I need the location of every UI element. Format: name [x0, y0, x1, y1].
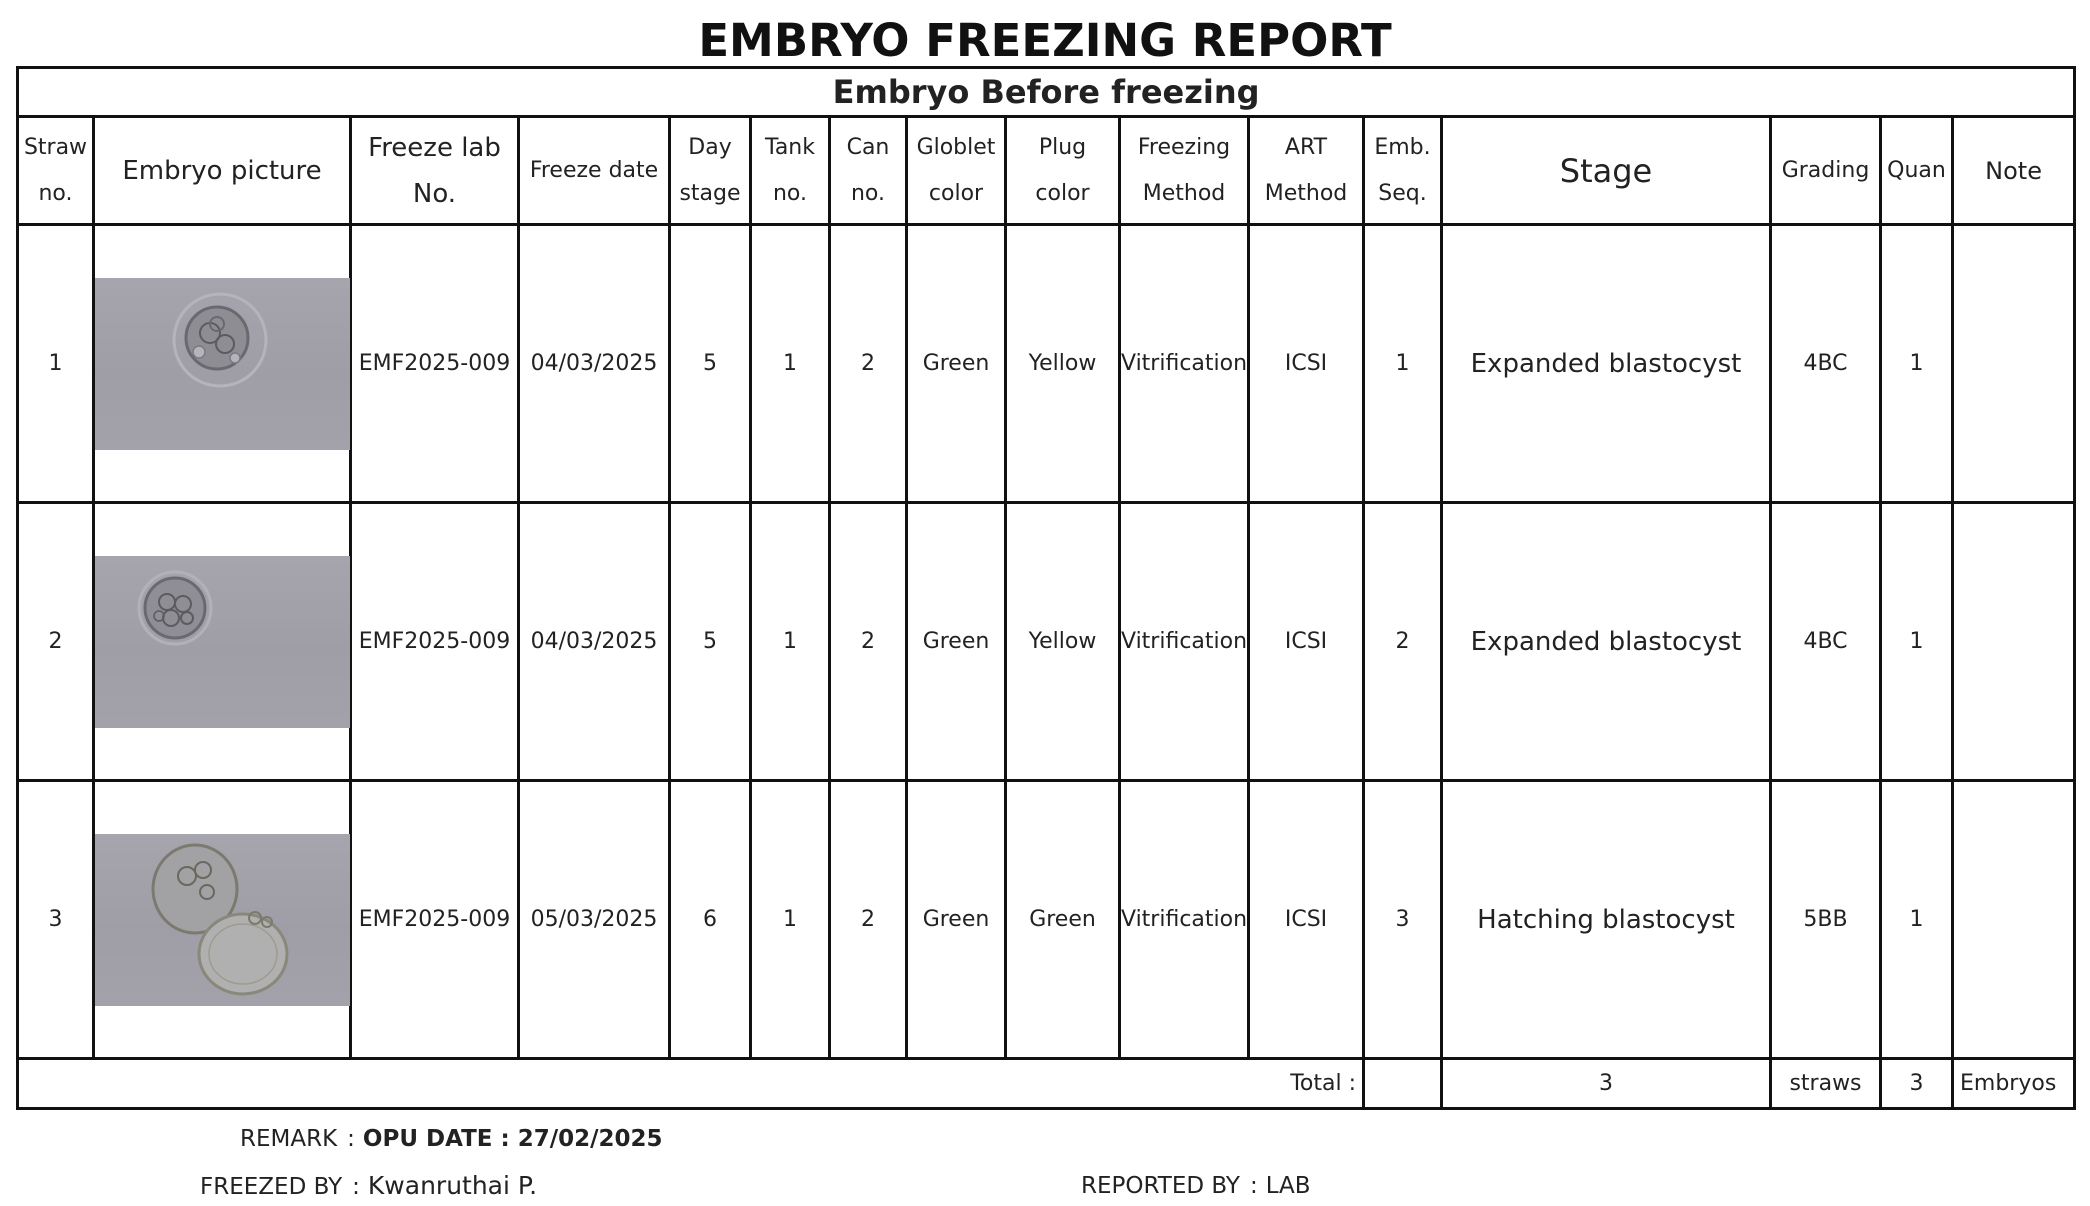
cell-emb-seq: 3: [1364, 781, 1442, 1059]
cell-straw-no: 2: [18, 503, 94, 781]
column-header-row: [18, 117, 2075, 225]
cell-art-method: ICSI: [1249, 503, 1364, 781]
cell-can-no: 2: [830, 781, 907, 1059]
cell-straw-no: 3: [18, 781, 94, 1059]
cell-stage: Hatching blastocyst: [1442, 781, 1771, 1059]
cell-embryo-picture: [94, 781, 351, 1059]
cell-freeze-date: 05/03/2025: [519, 781, 670, 1059]
reported-by-colon: :: [1249, 1173, 1258, 1199]
cell-plug-color: Yellow: [1006, 225, 1120, 503]
col-header-day-stage: Day stage: [670, 117, 751, 225]
cell-freeze-lab-no: EMF2025-009: [351, 781, 519, 1059]
cell-plug-color: Yellow: [1006, 503, 1120, 781]
col-header-embryo-picture: Embryo picture: [94, 117, 351, 225]
cell-globlet-color: Green: [907, 503, 1006, 781]
totals-straws-count: 3: [1442, 1059, 1771, 1109]
cell-day-stage: 6: [670, 781, 751, 1059]
col-header-grading: Grading: [1771, 117, 1881, 225]
remark-colon: :: [347, 1126, 355, 1152]
cell-tank-no: 1: [751, 225, 830, 503]
cell-grading: 4BC: [1771, 225, 1881, 503]
table-row: [18, 225, 2075, 503]
freezed-by-line: [200, 1171, 537, 1200]
cell-embryo-picture: [94, 225, 351, 503]
cell-emb-seq: 1: [1364, 225, 1442, 503]
col-header-note: Note: [1953, 117, 2075, 225]
col-header-art-method: ART Method: [1249, 117, 1364, 225]
totals-spacer: [1364, 1059, 1442, 1109]
cell-emb-seq: 2: [1364, 503, 1442, 781]
table-row: [18, 781, 2075, 1059]
totals-row: [18, 1059, 2075, 1109]
col-header-freezing-method: Freezing Method: [1120, 117, 1249, 225]
embryo-image: [95, 834, 350, 1006]
remark-line: [240, 1126, 663, 1152]
remark-value: OPU DATE : 27/02/2025: [362, 1126, 663, 1152]
cell-freeze-lab-no: EMF2025-009: [351, 503, 519, 781]
totals-embryos-label: Embryos: [1953, 1059, 2075, 1109]
col-header-quan: Quan: [1881, 117, 1953, 225]
totals-embryos-count: 3: [1881, 1059, 1953, 1109]
cell-note: [1953, 781, 2075, 1059]
reported-by-value: LAB: [1265, 1173, 1311, 1199]
col-header-plug-color: Plug color: [1006, 117, 1120, 225]
col-header-freeze-date: Freeze date: [519, 117, 670, 225]
cell-quan: 1: [1881, 503, 1953, 781]
remark-label: REMARK: [240, 1126, 338, 1152]
reported-by-label: REPORTED BY: [1081, 1173, 1240, 1199]
cell-freezing-method: Vitrification: [1120, 225, 1249, 503]
col-header-globlet-color: Globlet color: [907, 117, 1006, 225]
cell-stage: Expanded blastocyst: [1442, 503, 1771, 781]
freezed-by-label: FREEZED BY: [200, 1174, 343, 1200]
freezed-by-value: Kwanruthai P.: [367, 1171, 538, 1200]
cell-straw-no: 1: [18, 225, 94, 503]
cell-quan: 1: [1881, 781, 1953, 1059]
embryo-image: [95, 556, 350, 728]
cell-quan: 1: [1881, 225, 1953, 503]
cell-freezing-method: Vitrification: [1120, 781, 1249, 1059]
section-title: Embryo Before freezing: [18, 68, 2075, 117]
cell-globlet-color: Green: [907, 781, 1006, 1059]
cell-grading: 5BB: [1771, 781, 1881, 1059]
cell-globlet-color: Green: [907, 225, 1006, 503]
cell-note: [1953, 225, 2075, 503]
cell-tank-no: 1: [751, 781, 830, 1059]
col-header-emb-seq: Emb. Seq.: [1364, 117, 1442, 225]
cell-freeze-date: 04/03/2025: [519, 503, 670, 781]
embryo-freezing-table: [16, 66, 2076, 1110]
cell-day-stage: 5: [670, 225, 751, 503]
cell-art-method: ICSI: [1249, 225, 1364, 503]
cell-stage: Expanded blastocyst: [1442, 225, 1771, 503]
cell-day-stage: 5: [670, 503, 751, 781]
table-row: [18, 503, 2075, 781]
embryo-image: [95, 278, 350, 450]
reported-by-line: [1081, 1173, 1311, 1199]
cell-freeze-lab-no: EMF2025-009: [351, 225, 519, 503]
cell-art-method: ICSI: [1249, 781, 1364, 1059]
totals-label: Total :: [18, 1059, 1364, 1109]
cell-note: [1953, 503, 2075, 781]
col-header-stage: Stage: [1442, 117, 1771, 225]
col-header-freeze-lab-no: Freeze lab No.: [351, 117, 519, 225]
cell-can-no: 2: [830, 225, 907, 503]
cell-grading: 4BC: [1771, 503, 1881, 781]
report-title: EMBRYO FREEZING REPORT: [698, 14, 1392, 67]
freezed-by-colon: :: [352, 1174, 360, 1200]
cell-freezing-method: Vitrification: [1120, 503, 1249, 781]
cell-embryo-picture: [94, 503, 351, 781]
cell-plug-color: Green: [1006, 781, 1120, 1059]
col-header-tank-no: Tank no.: [751, 117, 830, 225]
col-header-can-no: Can no.: [830, 117, 907, 225]
cell-freeze-date: 04/03/2025: [519, 225, 670, 503]
totals-straws-label: straws: [1771, 1059, 1881, 1109]
cell-tank-no: 1: [751, 503, 830, 781]
cell-can-no: 2: [830, 503, 907, 781]
col-header-straw-no: Straw no.: [18, 117, 94, 225]
